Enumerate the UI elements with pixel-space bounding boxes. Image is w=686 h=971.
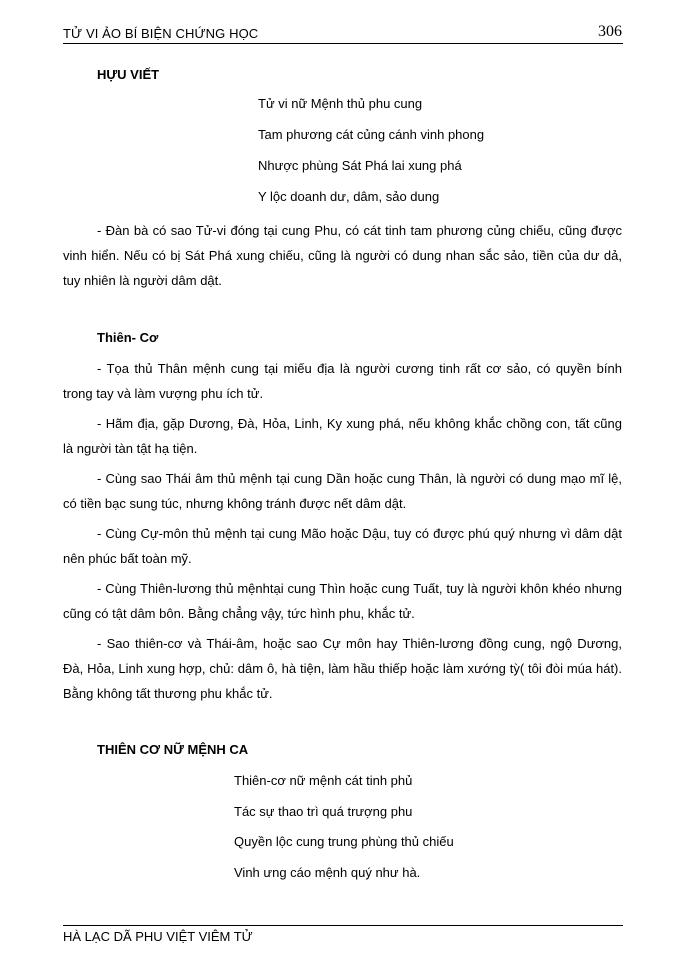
section-heading-menh-ca: THIÊN CƠ NỮ MỆNH CA xyxy=(97,742,249,757)
section-heading-thien-co: Thiên- Cơ xyxy=(97,330,159,345)
footer-divider xyxy=(63,925,623,926)
verse-line: Nhược phùng Sát Phá lai xung phá xyxy=(258,158,462,173)
running-header-title: TỬ VI ẢO BÍ BIỆN CHỨNG HỌC xyxy=(63,26,259,41)
body-paragraph: - Hãm địa, gặp Dương, Đà, Hỏa, Linh, Ky xung phá, nếu không khắc chồng con, tất cũng là người tàn tật hạ tiện. xyxy=(63,416,622,456)
verse-line: Vinh ưng cáo mệnh quý như hà. xyxy=(234,865,421,880)
body-paragraph: - Đàn bà có sao Tử-vi đóng tại cung Phu, có cát tinh tam phương củng chiếu, cũng được vinh hiển. Nếu có bị Sát Phá xung chiếu, cũng là người có dung nhan sắc sảo, tiền của dư dả, tuy nhiên là người dâm dật. xyxy=(63,223,622,288)
page-number: 306 xyxy=(598,23,622,40)
body-paragraph: - Cùng Thiên-lương thủ mệnhtại cung Thìn hoặc cung Tuất, tuy là người khôn khéo nhưng cũng có tật dâm bôn. Bằng chẳng vậy, tức hình phu, khắc tử. xyxy=(63,581,622,621)
body-paragraph: - Cùng sao Thái âm thủ mệnh tại cung Dần hoặc cung Thân, là người có dung mạo mĩ lệ, có tiền bạc sung túc, nhưng không tránh được nết dâm dật. xyxy=(63,471,622,511)
body-paragraph: - Sao thiên-cơ và Thái-âm, hoặc sao Cự môn hay Thiên-lương đồng cung, ngộ Dương, Đà, Hỏa, Linh xung hợp, chủ: dâm ô, hà tiện, làm hầu thiếp hoặc làm xướng tỳ( tôi đòi múa hát). Bằng không tất thương phu khắc tử. xyxy=(63,636,622,701)
verse-line: Tác sự thao trì quá trượng phu xyxy=(234,804,413,819)
running-footer: HÀ LẠC DÃ PHU VIỆT VIÊM TỬ xyxy=(63,929,253,944)
verse-line: Y lộc doanh dư, dâm, sảo dung xyxy=(258,189,440,204)
section-heading-huu-viet: HỰU VIẾT xyxy=(97,67,160,82)
body-paragraph: - Tọa thủ Thân mệnh cung tại miếu địa là người cương tinh rất cơ sảo, có quyền bính trong tay và làm vượng phu ích tử. xyxy=(63,361,622,401)
header-divider xyxy=(63,43,623,44)
verse-line: Quyền lộc cung trung phùng thủ chiếu xyxy=(234,834,454,849)
body-paragraph: - Cùng Cự-môn thủ mệnh tại cung Mão hoặc Dậu, tuy có được phú quý nhưng vì dâm dật nên phúc bất toàn mỹ. xyxy=(63,526,622,566)
verse-line: Tử vi nữ Mệnh thủ phu cung xyxy=(258,96,423,111)
verse-line: Tam phương cát củng cánh vinh phong xyxy=(258,127,485,142)
verse-line: Thiên-cơ nữ mệnh cát tinh phủ xyxy=(234,773,413,788)
